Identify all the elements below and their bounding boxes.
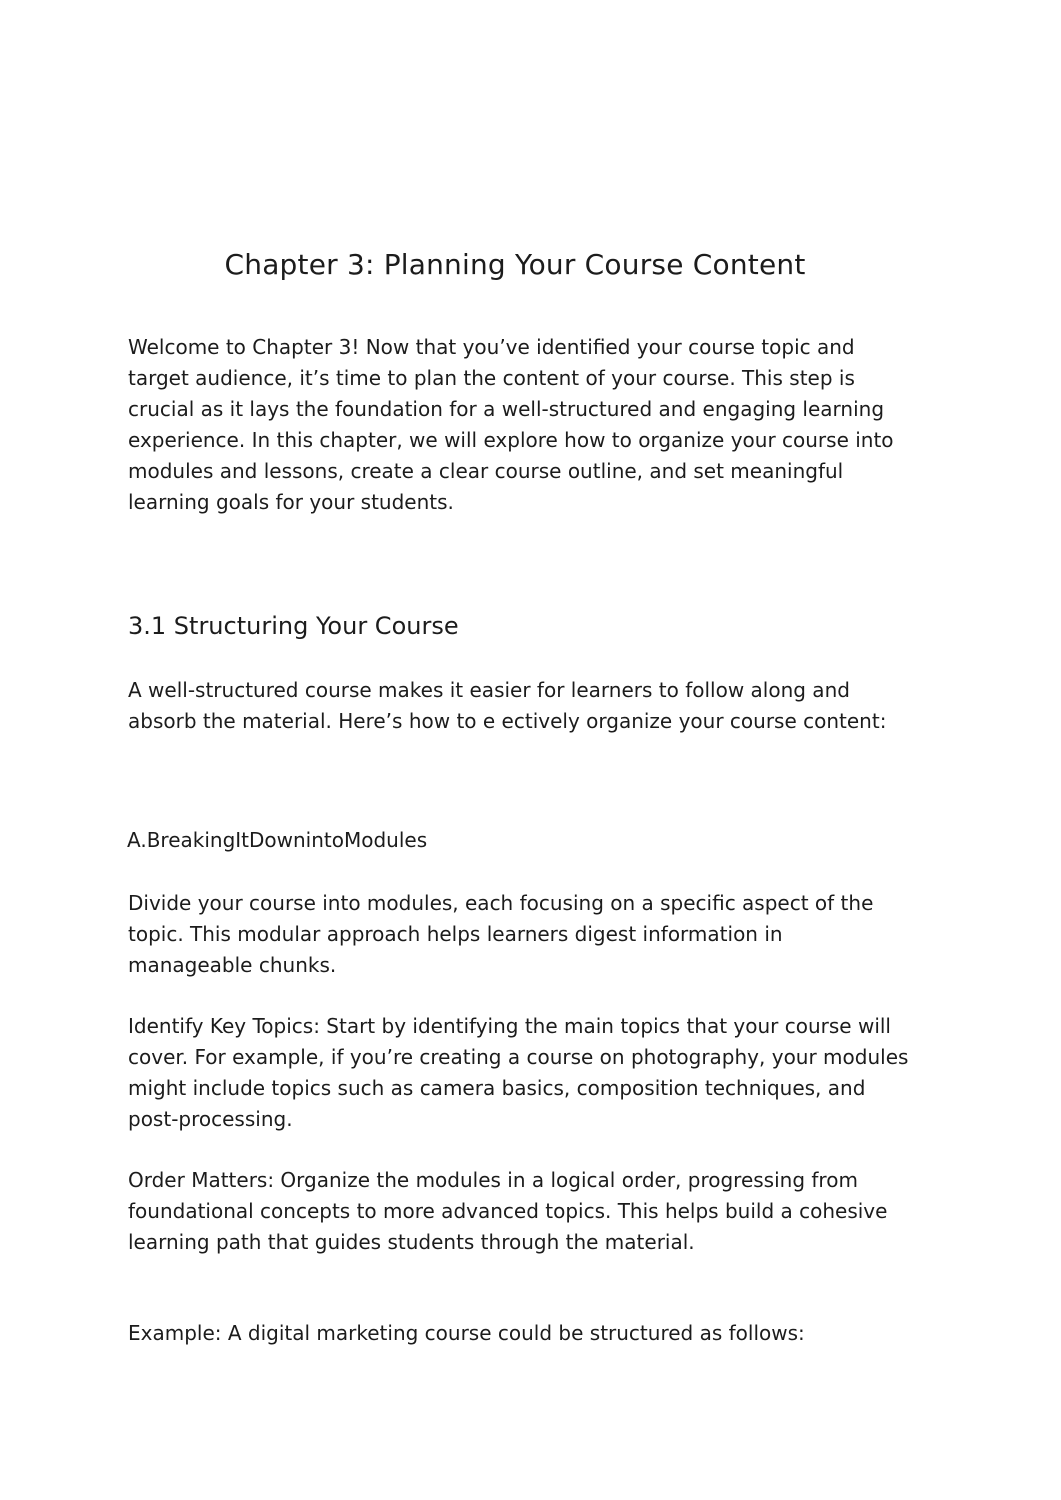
section-heading-3-1: 3.1 Structuring Your Course <box>128 612 459 640</box>
section-intro-paragraph: A well-structured course makes it easier for learners to follow along and absorb the material. Here’s how to e ectively organize your course content: <box>128 678 887 733</box>
identify-key-topics-paragraph: Identify Key Topics: Start by identifying the main topics that your course will cover. For example, if you’re creating a course on photography, your modules might include topics such as camera basics, composition techniques, and post-processing. <box>128 1014 909 1131</box>
modules-paragraph: Divide your course into modules, each focusing on a specific aspect of the topic. This modular approach helps learners digest information in manageable chunks. <box>128 891 874 977</box>
chapter-intro-paragraph: Welcome to Chapter 3! Now that you’ve identified your course topic and target audience, it’s time to plan the content of your course. This step is crucial as it lays the foundation for a well-structured and engaging learning experience. In this chapter, we will explore how to organize your course into modules and lessons, create a clear course outline, and set meaningful learning goals for your students. <box>128 335 894 514</box>
chapter-title: Chapter 3: Planning Your Course Content <box>224 248 806 281</box>
example-paragraph: Example: A digital marketing course could be structured as follows: <box>128 1321 805 1345</box>
subsection-heading-a: A.BreakingItDownintoModules <box>127 828 428 852</box>
order-matters-paragraph: Order Matters: Organize the modules in a logical order, progressing from foundational concepts to more advanced topics. This helps build a cohesive learning path that guides students through the material. <box>128 1168 888 1254</box>
